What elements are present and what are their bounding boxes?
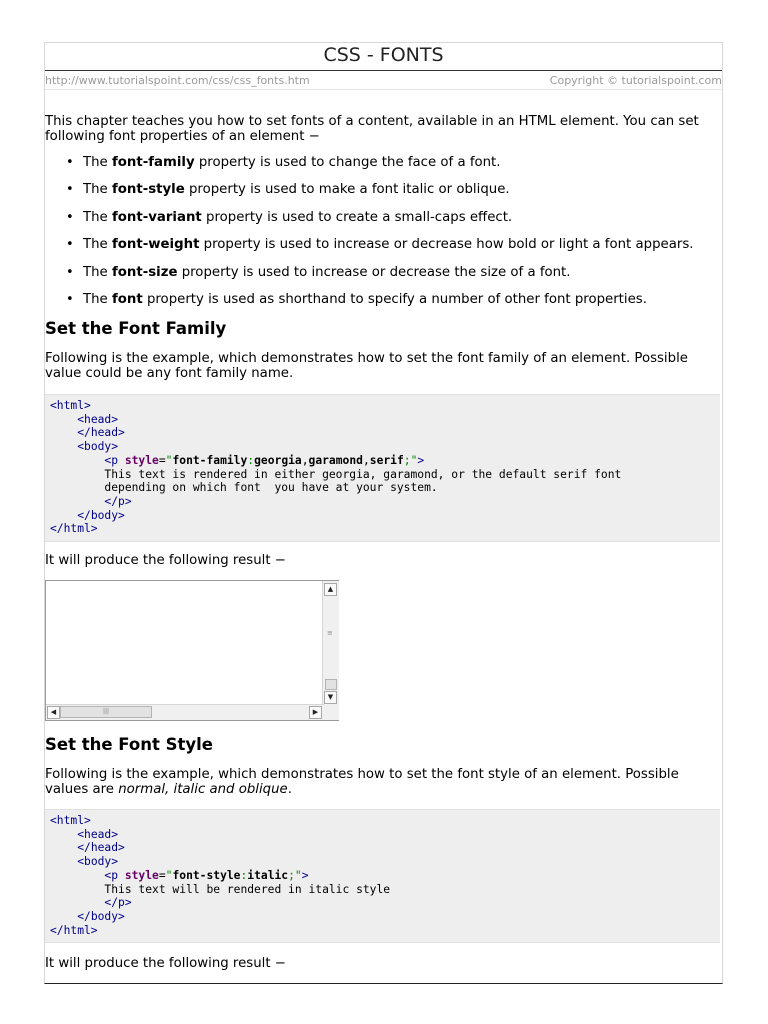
- font-family-description: Following is the example, which demonstrates how to set the font family of an element. Possible value could be any font family name.: [45, 351, 688, 381]
- code-line: </body>: [77, 909, 125, 923]
- list-item-prefix: The: [83, 264, 112, 280]
- property-description: property is used to change the face of a font.: [194, 155, 501, 170]
- intro-paragraph: This chapter teaches you how to set fonts of a content, available in an HTML element. You can set following font properties of an element −: [45, 114, 699, 144]
- code-line: </html>: [50, 923, 98, 937]
- code-line: </html>: [50, 522, 98, 536]
- list-item: [45, 210, 693, 237]
- code-line: </body>: [77, 508, 125, 522]
- scroll-right-icon[interactable]: ▶: [309, 706, 322, 719]
- code-token: garamond: [308, 453, 363, 467]
- code-token: =: [158, 453, 166, 467]
- section-heading-font-style: Set the Font Style: [45, 735, 213, 754]
- result-caption-2: It will produce the following result −: [45, 956, 286, 971]
- list-item-prefix: The: [83, 291, 112, 307]
- list-item-prefix: The: [83, 237, 112, 253]
- document-page: [44, 42, 723, 984]
- description-text: Following is the example, which demonstrates how to set the font style of an element. Possible values are: [45, 767, 679, 797]
- description-text: .: [287, 782, 292, 797]
- code-line: <head>: [77, 827, 119, 841]
- code-line: <html>: [50, 399, 91, 412]
- source-url[interactable]: http://www.tutorialspoint.com/css/css_fonts.htm: [45, 74, 310, 87]
- list-item: [45, 292, 693, 319]
- code-line: </p>: [104, 896, 132, 910]
- vertical-scrollbar[interactable]: [322, 581, 339, 706]
- code-line: <body>: [77, 855, 119, 869]
- code-line: <body>: [77, 440, 119, 454]
- code-line: <html>: [50, 814, 91, 827]
- scroll-grip-icon: ≡: [327, 629, 333, 637]
- code-token: >: [301, 868, 309, 882]
- code-line: This text is rendered in either georgia, garamond, or the default serif font: [104, 467, 622, 481]
- result-caption-1: It will produce the following result −: [45, 553, 286, 568]
- scroll-left-icon[interactable]: ◀: [47, 706, 60, 719]
- copyright-notice: Copyright © tutorialspoint.com: [549, 74, 722, 87]
- font-style-description: [45, 767, 720, 797]
- description-emphasis: normal, italic and oblique: [118, 782, 288, 797]
- code-token: ": [165, 868, 173, 882]
- horizontal-scrollbar[interactable]: [46, 704, 324, 720]
- code-line: </p>: [104, 494, 132, 508]
- property-description: property is used to increase or decrease the size of a font.: [177, 264, 571, 280]
- list-item-prefix: The: [83, 209, 112, 225]
- list-item-prefix: The: [83, 182, 112, 198]
- code-block-font-style: [45, 809, 720, 943]
- horizontal-scroll-thumb[interactable]: |||: [60, 706, 152, 718]
- result-iframe[interactable]: [45, 580, 339, 721]
- page-title: CSS - FONTS: [323, 44, 444, 66]
- code-token: ,: [362, 453, 370, 467]
- code-token: ,: [301, 453, 309, 467]
- property-description: property is used to increase or decrease how bold or light a font appears.: [199, 237, 694, 253]
- scroll-up-icon[interactable]: ▲: [324, 583, 337, 596]
- property-name: font-weight: [111, 237, 200, 253]
- code-token: style: [124, 453, 159, 467]
- code-token: ": [165, 453, 173, 467]
- code-line: </head>: [77, 841, 125, 855]
- code-token: style: [124, 868, 159, 882]
- code-token: =: [158, 868, 166, 882]
- vertical-scroll-thumb[interactable]: [325, 679, 337, 690]
- list-item: [45, 155, 693, 182]
- code-token: :: [247, 453, 255, 467]
- property-name: font-family: [111, 155, 195, 170]
- property-description: property is used to create a small-caps effect.: [201, 209, 513, 225]
- list-item: [45, 182, 693, 209]
- code-token: :: [240, 868, 248, 882]
- code-line: depending on which font you have at your system.: [104, 481, 438, 495]
- scroll-down-icon[interactable]: ▼: [324, 691, 337, 704]
- list-item-prefix: The: [83, 155, 112, 170]
- property-name: font: [111, 291, 143, 307]
- property-name: font-style: [111, 182, 185, 198]
- font-properties-list: [45, 155, 693, 319]
- code-token: font-style: [172, 868, 241, 882]
- code-token: <p: [104, 868, 125, 882]
- property-name: font-variant: [111, 209, 202, 225]
- title-divider: [45, 70, 722, 71]
- url-divider: [45, 89, 722, 90]
- list-item: [45, 237, 693, 264]
- code-token: georgia: [254, 453, 302, 467]
- code-line: This text will be rendered in italic style: [104, 882, 391, 896]
- code-line: <head>: [77, 412, 119, 426]
- code-line: </head>: [77, 426, 125, 440]
- code-token: serif: [369, 453, 404, 467]
- list-item: [45, 265, 693, 292]
- property-name: font-size: [111, 264, 178, 280]
- code-token: ;": [403, 453, 418, 467]
- code-token: >: [417, 453, 425, 467]
- property-description: property is used to make a font italic or oblique.: [184, 182, 510, 198]
- code-token: ;": [288, 868, 302, 882]
- property-description: property is used as shorthand to specify a number of other font properties.: [142, 291, 647, 307]
- code-token: <p: [104, 453, 125, 467]
- code-token: font-family: [172, 453, 248, 467]
- scrollbar-corner: [323, 705, 339, 720]
- code-block-font-family: [45, 394, 720, 542]
- code-token: italic: [247, 868, 289, 882]
- section-heading-font-family: Set the Font Family: [45, 319, 227, 338]
